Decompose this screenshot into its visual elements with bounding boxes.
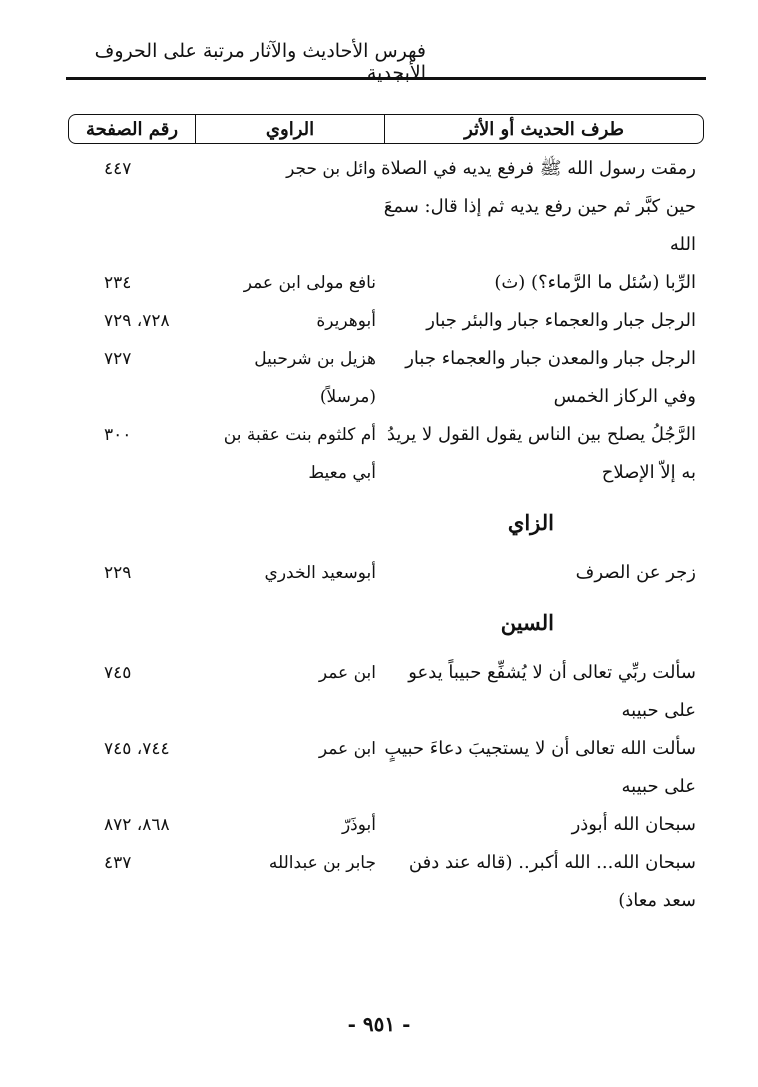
narrator-line: ابن عمر <box>318 663 376 683</box>
index-entry <box>68 730 704 806</box>
tarf-line: سبحان الله... الله أكبر.. (قاله عند دفن <box>408 852 696 873</box>
entry-narrator <box>198 150 386 264</box>
column-header-box <box>68 114 704 144</box>
index-table <box>68 150 704 920</box>
entry-page-number: ٤٣٧ <box>104 853 132 873</box>
tarf-line: حين كبَّر ثم حين رفع يديه ثم إذا قال: سمعَ <box>383 196 696 217</box>
entry-tarf <box>386 730 704 806</box>
index-entry <box>68 302 704 340</box>
entry-page-number: ٤٤٧ <box>104 159 132 179</box>
column-header-page: رقم الصفحة <box>86 118 179 140</box>
index-entry <box>68 264 704 302</box>
tarf-line: به إلاّ الإصلاح <box>601 462 696 483</box>
entry-page-number: ٧٢٨، ٧٢٩ <box>104 311 170 331</box>
entry-page-number: ٧٢٧ <box>104 349 132 369</box>
entry-tarf <box>386 654 704 730</box>
tarf-line: زجر عن الصرف <box>575 562 696 583</box>
index-entry <box>68 554 704 592</box>
section-heading: السين <box>500 610 554 635</box>
narrator-line: أبوسعيد الخدري <box>264 563 376 583</box>
narrator-line: وائل بن حجر <box>286 159 376 179</box>
column-header-tarf: طرف الحديث أو الأثر <box>384 115 703 143</box>
entry-page-number: ٢٢٩ <box>104 563 132 583</box>
entry-tarf <box>386 806 704 844</box>
tarf-line: الرجل جبار والمعدن جبار والعجماء جبار <box>405 348 696 369</box>
entry-narrator <box>198 264 386 302</box>
tarf-line: رمقت رسول الله ﷺ فرفع يديه في الصلاة <box>381 158 696 179</box>
entry-narrator <box>198 302 386 340</box>
narrator-line: ابن عمر <box>318 739 376 759</box>
index-entry <box>68 844 704 920</box>
narrator-line: نافع مولى ابن عمر <box>243 273 376 293</box>
tarf-line: سألت ربِّي تعالى أن لا يُشفِّع حبيباً يدعو <box>408 662 696 683</box>
header-rule <box>66 77 706 80</box>
entry-narrator <box>198 340 386 416</box>
entry-narrator <box>198 806 386 844</box>
entry-tarf <box>386 302 704 340</box>
entry-tarf <box>386 416 704 492</box>
narrator-line: (مرسلاً) <box>319 387 376 407</box>
index-entry <box>68 416 704 492</box>
narrator-line: أبوذَرّ <box>341 815 376 835</box>
entry-narrator <box>198 844 386 920</box>
tarf-line: وفي الركاز الخمس <box>553 386 696 407</box>
page-number: - ٩٥١ - <box>347 1012 411 1036</box>
narrator-line: أبي معيط <box>308 463 376 483</box>
entry-tarf <box>386 844 704 920</box>
entry-narrator <box>198 416 386 492</box>
narrator-line: أبوهريرة <box>316 311 376 331</box>
entry-narrator <box>198 730 386 806</box>
entry-narrator <box>198 554 386 592</box>
entry-tarf <box>386 554 704 592</box>
entry-page-number: ٧٤٤، ٧٤٥ <box>104 739 170 759</box>
narrator-line: أم كلثوم بنت عقبة بن <box>223 425 376 445</box>
index-entry <box>68 340 704 416</box>
tarf-line: الرِّبا (سُئل ما الرَّماء؟) (ث) <box>494 272 696 293</box>
column-header-narrator: الراوي <box>195 115 384 143</box>
index-entry <box>68 806 704 844</box>
entry-page-number: ٣٠٠ <box>104 425 132 445</box>
tarf-line: على حبيبه <box>621 776 696 797</box>
entry-tarf <box>381 150 704 264</box>
running-title: فهرس الأحاديث والآثار مرتبة على الحروف الأبجدية <box>94 40 426 84</box>
tarf-line: سبحان الله أبوذر <box>571 814 696 835</box>
tarf-line: سألت الله تعالى أن لا يستجيبَ دعاءَ حبيبٍ <box>384 738 696 759</box>
entry-narrator <box>198 654 386 730</box>
entry-tarf <box>386 340 704 416</box>
section-heading: الزاي <box>507 510 554 535</box>
index-entry <box>68 654 704 730</box>
entry-tarf <box>386 264 704 302</box>
index-entry <box>68 150 704 264</box>
tarf-line: الله <box>669 234 696 255</box>
tarf-line: الرَّجُلُ يصلح بين الناس يقول القول لا يريدُ <box>386 424 696 445</box>
narrator-line: جابر بن عبدالله <box>268 853 376 873</box>
entry-page-number: ٨٦٨، ٨٧٢ <box>104 815 170 835</box>
entry-page-number: ٢٣٤ <box>104 273 132 293</box>
narrator-line: هزيل بن شرحبيل <box>254 349 376 369</box>
tarf-line: سعد معاذ) <box>618 890 696 911</box>
tarf-line: الرجل جبار والعجماء جبار والبئر جبار <box>426 310 696 331</box>
tarf-line: على حبيبه <box>621 700 696 721</box>
entry-page-number: ٧٤٥ <box>104 663 132 683</box>
